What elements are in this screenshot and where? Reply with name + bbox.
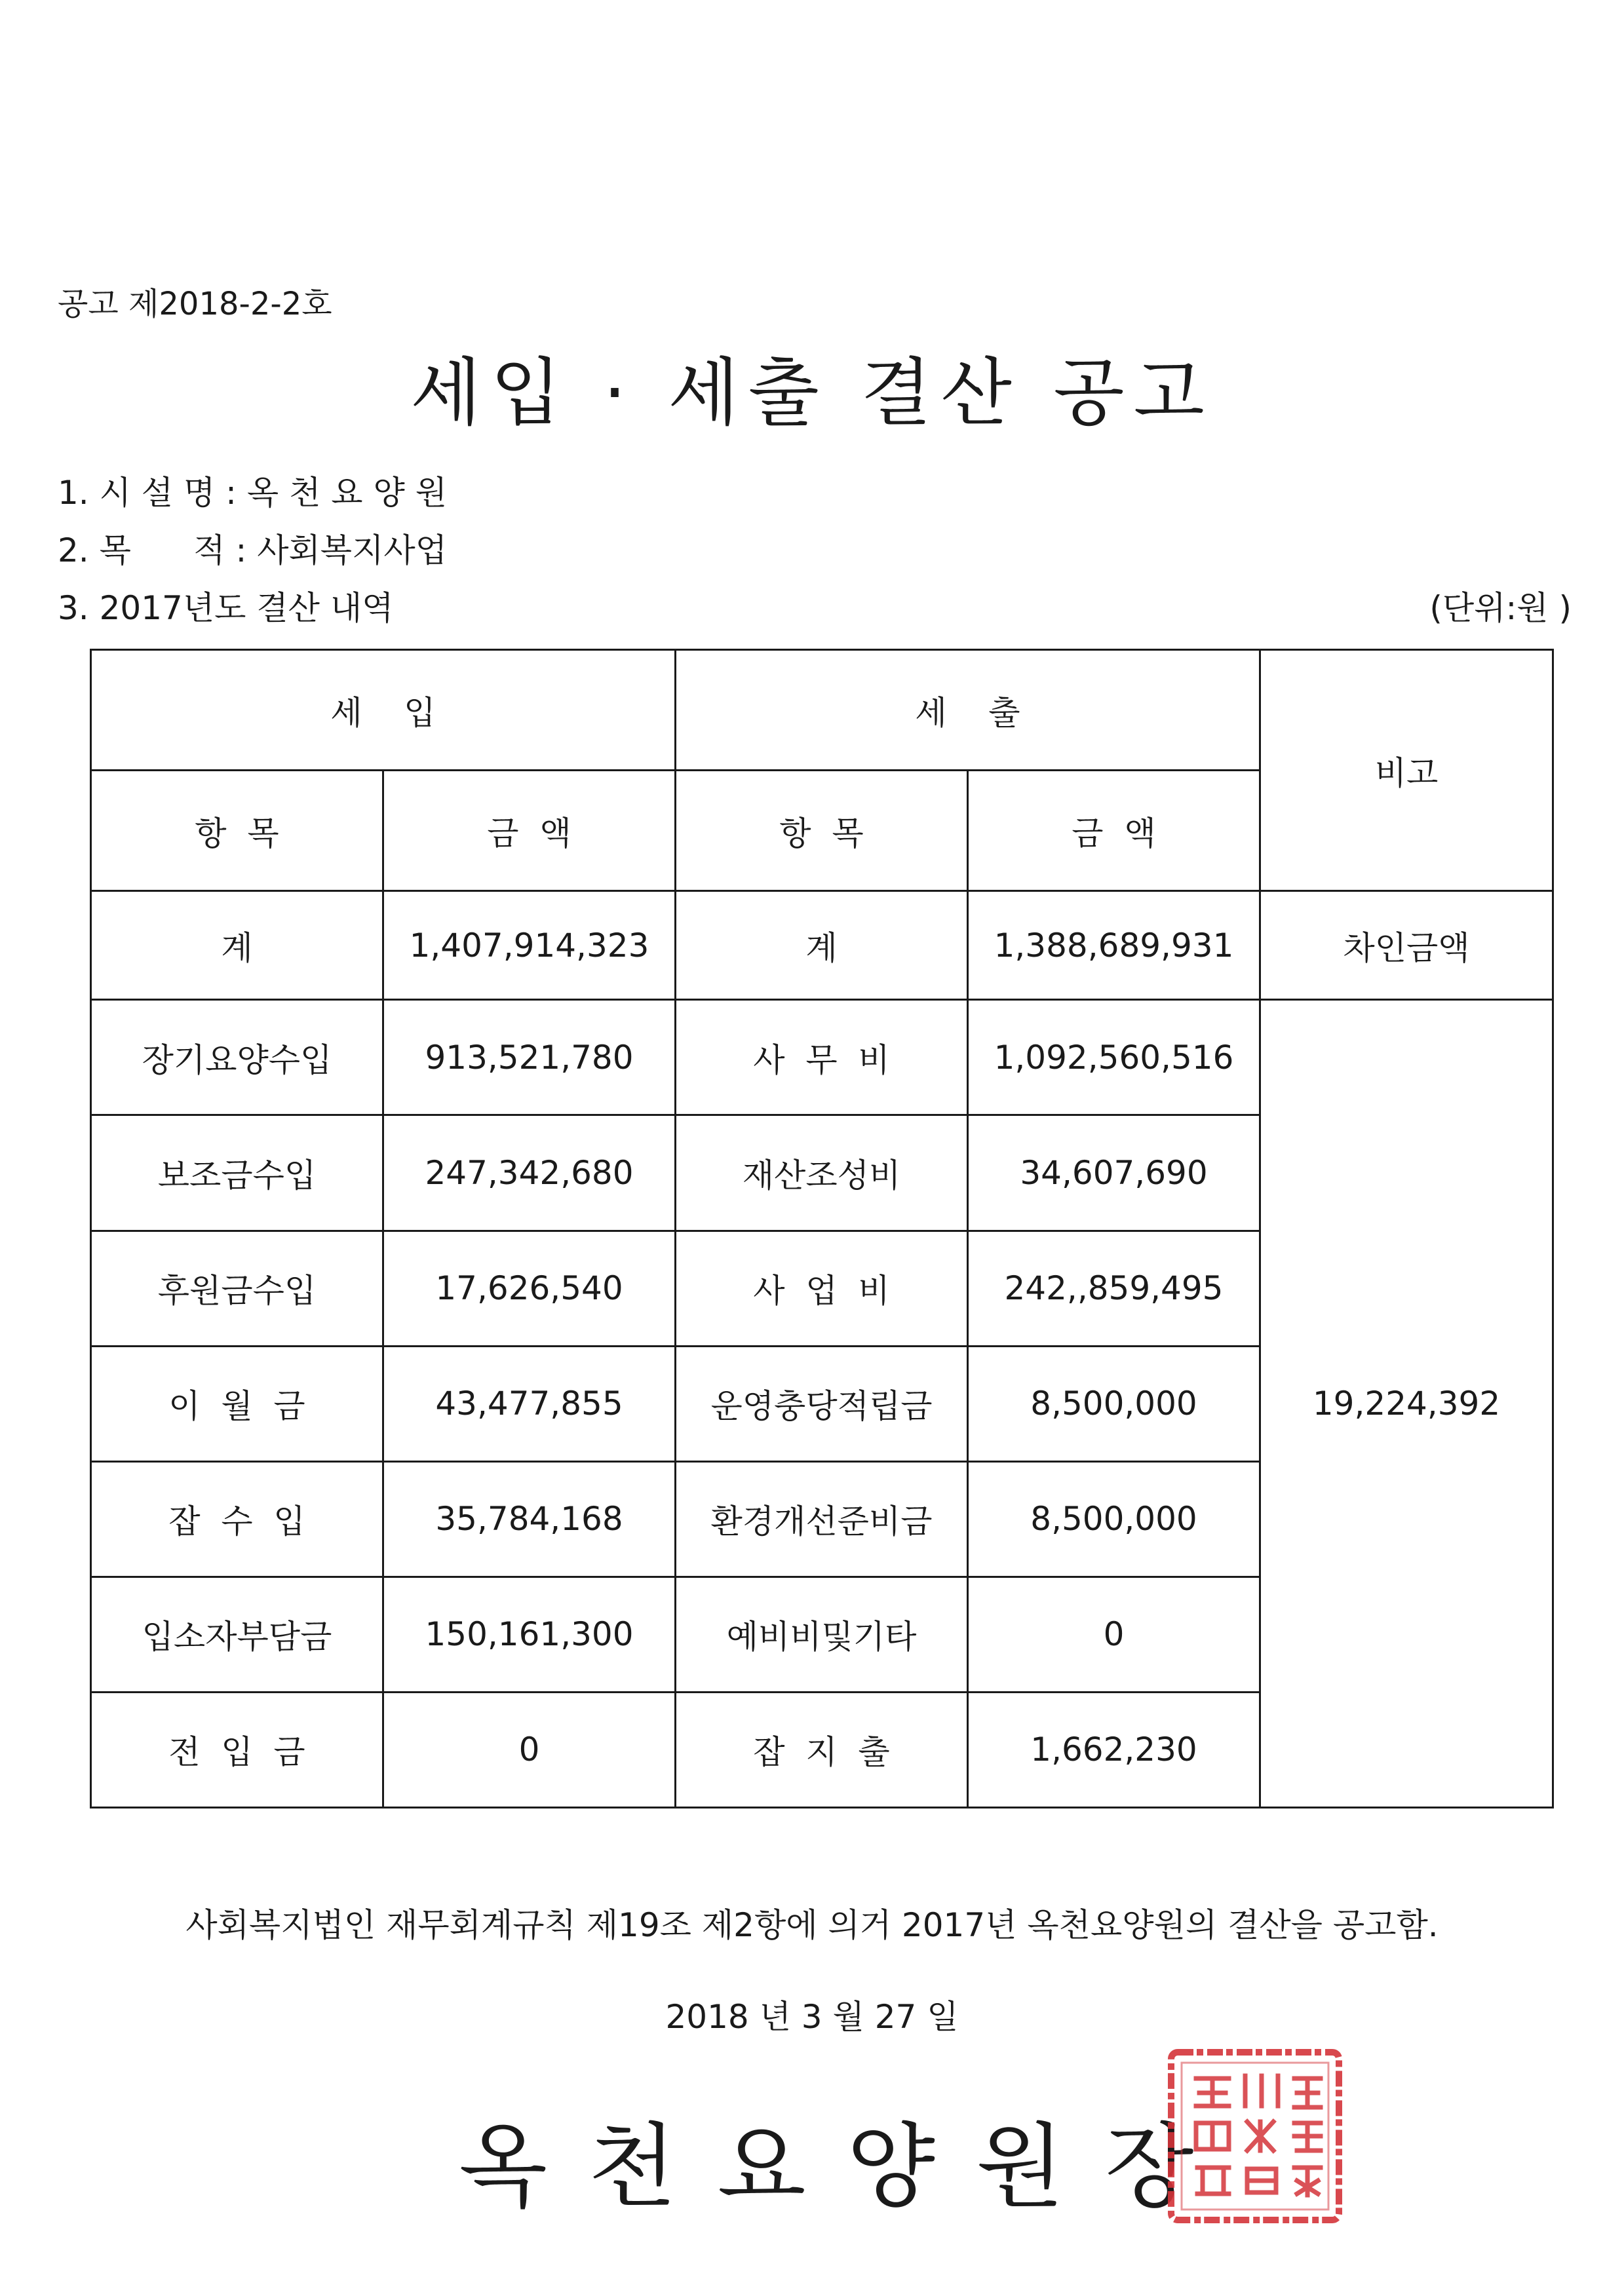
table-row: [91, 1000, 1553, 1115]
expenditure-item: 예비비및기타: [676, 1577, 968, 1692]
revenue-amount-header: 금 액: [383, 771, 676, 891]
legal-basis-statement: 사회복지법인 재무회계규칙 제19조 제2항에 의거 2017년 옥천요양원의 결산을 공고함.: [185, 1906, 1439, 1944]
expenditure-amount: 8,500,000: [968, 1461, 1260, 1577]
seal-glyphs: [1196, 2076, 1321, 2195]
official-seal-stamp: [1163, 2044, 1347, 2228]
expenditure-amount-header: 금 액: [968, 771, 1260, 891]
expenditure-item: 사 무 비: [676, 1000, 968, 1115]
total-row: [91, 891, 1553, 1000]
facility-name-line: 1. 시 설 명 : 옥 천 요 양 원: [58, 474, 447, 512]
expenditure-item: 사 업 비: [676, 1231, 968, 1346]
remark-difference-label: 차인금액: [1260, 891, 1553, 1000]
expenditure-item: 환경개선준비금: [676, 1461, 968, 1577]
revenue-item: 입소자부담금: [91, 1577, 383, 1692]
revenue-item: 전 입 금: [91, 1692, 383, 1807]
expenditure-amount: 242,,859,495: [968, 1231, 1260, 1346]
expenditure-item: 재산조성비: [676, 1115, 968, 1231]
revenue-amount: 43,477,855: [383, 1346, 676, 1461]
revenue-item: 후원금수입: [91, 1231, 383, 1346]
revenue-total-label: 계: [91, 891, 383, 1000]
revenue-header: 세 입: [91, 650, 676, 771]
expenditure-total-label: 계: [676, 891, 968, 1000]
difference-amount: 19,224,392: [1260, 1000, 1553, 1808]
revenue-amount: 913,521,780: [383, 1000, 676, 1115]
document-title: 세입 · 세출 결산 공고: [410, 351, 1214, 436]
revenue-amount: 247,342,680: [383, 1115, 676, 1231]
revenue-item: 보조금수입: [91, 1115, 383, 1231]
expenditure-total-amount: 1,388,689,931: [968, 891, 1260, 1000]
settlement-table: [90, 649, 1554, 1808]
revenue-item: 잡 수 입: [91, 1461, 383, 1577]
expenditure-amount: 1,662,230: [968, 1692, 1260, 1807]
expenditure-amount: 8,500,000: [968, 1346, 1260, 1461]
announcement-date: 2018 년 3 월 27 일: [665, 1998, 959, 2036]
expenditure-item-header: 항 목: [676, 771, 968, 891]
remarks-header: 비고: [1260, 650, 1553, 891]
unit-label: (단위:원 ): [1429, 589, 1572, 627]
revenue-item: 이 월 금: [91, 1346, 383, 1461]
signatory-name: 옥천요양원장: [459, 2114, 1235, 2221]
expenditure-amount: 0: [968, 1577, 1260, 1692]
purpose-line: 2. 목 적 : 사회복지사업: [58, 531, 447, 569]
expenditure-header: 세 출: [676, 650, 1260, 771]
revenue-item: 장기요양수입: [91, 1000, 383, 1115]
revenue-amount: 35,784,168: [383, 1461, 676, 1577]
revenue-item-header: 항 목: [91, 771, 383, 891]
notice-number: 공고 제2018-2-2호: [58, 286, 332, 322]
expenditure-amount: 34,607,690: [968, 1115, 1260, 1231]
revenue-amount: 0: [383, 1692, 676, 1807]
expenditure-item: 잡 지 출: [676, 1692, 968, 1807]
revenue-amount: 17,626,540: [383, 1231, 676, 1346]
expenditure-item: 운영충당적립금: [676, 1346, 968, 1461]
statement-line: 3. 2017년도 결산 내역: [58, 589, 394, 627]
table-header-row: [91, 650, 1553, 771]
expenditure-amount: 1,092,560,516: [968, 1000, 1260, 1115]
revenue-amount: 150,161,300: [383, 1577, 676, 1692]
revenue-total-amount: 1,407,914,323: [383, 891, 676, 1000]
